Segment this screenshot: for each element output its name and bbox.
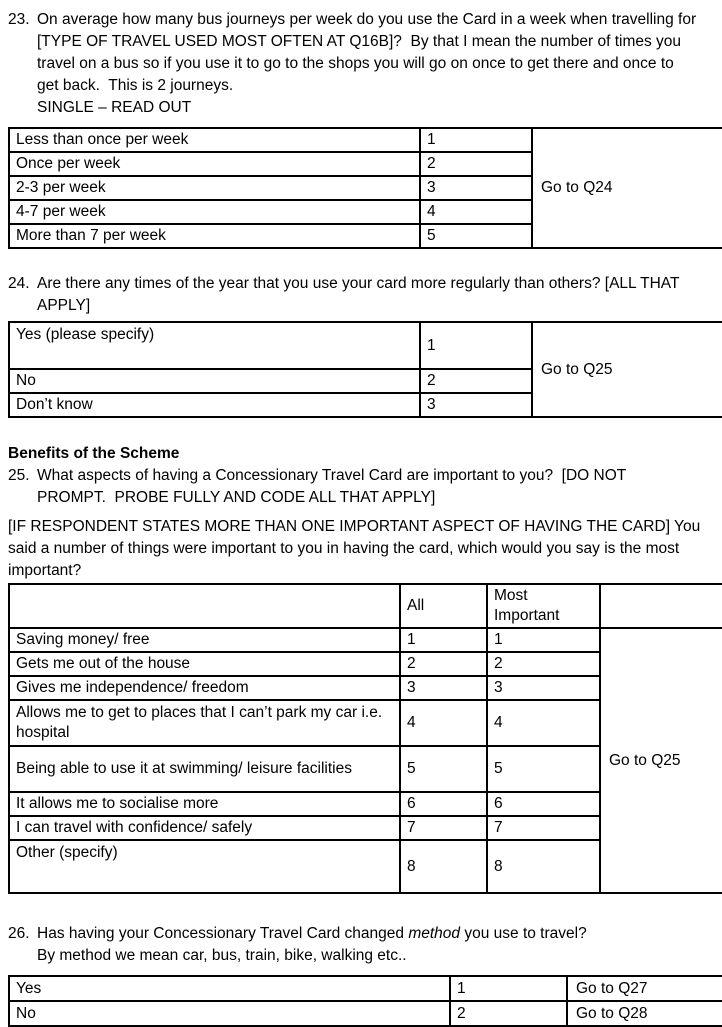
question-23-instruction: SINGLE – READ OUT xyxy=(37,99,192,116)
code-cell-all: 7 xyxy=(400,816,487,840)
answer-label-cell: No xyxy=(9,1001,450,1026)
code-cell: 2 xyxy=(450,1001,567,1026)
code-cell-most: 8 xyxy=(487,840,600,893)
question-26 xyxy=(8,923,702,967)
goto-cell: Go to Q24 xyxy=(532,128,722,248)
empty-header-cell xyxy=(9,584,400,628)
question-23-body: On average how many bus journeys per week do you use the Card in a week when travelling for [TYPE OF TRAVEL USED MOST OFTEN AT Q16B]? By that I mean the number of times you travel on a bus so if you use it to go to the shops you will go on once to get there and once to get back. This is 2 journeys. xyxy=(37,11,701,94)
code-cell: 2 xyxy=(420,369,532,393)
code-cell-most: 3 xyxy=(487,676,600,700)
code-cell: 1 xyxy=(420,322,532,369)
question-25-number: 25. xyxy=(8,467,30,484)
question-26-text-line2: By method we mean car, bus, train, bike, walking etc.. xyxy=(37,947,407,964)
question-25-text: What aspects of having a Concessionary Travel Card are important to you? [DO NOT PROMPT. PROBE FULLY AND CODE ALL THAT APPLY] xyxy=(37,467,631,506)
answer-label-cell: No xyxy=(9,369,420,393)
code-cell-most: 2 xyxy=(487,652,600,676)
code-cell-all: 2 xyxy=(400,652,487,676)
question-24-number: 24. xyxy=(8,275,30,292)
question-26-number: 26. xyxy=(8,925,30,942)
goto-cell: Go to Q27 xyxy=(567,976,722,1001)
code-cell-all: 5 xyxy=(400,746,487,792)
answer-label-cell: Being able to use it at swimming/ leisure facilities xyxy=(9,746,400,792)
q25-answer-table xyxy=(8,583,722,894)
question-26-text-before: Has having your Concessionary Travel Card changed xyxy=(37,925,409,942)
answer-label-cell: Yes (please specify) xyxy=(9,322,420,369)
question-23-number: 23. xyxy=(8,11,30,28)
code-cell-most: 4 xyxy=(487,700,600,746)
question-26-text-italic: method xyxy=(408,925,461,942)
code-cell: 1 xyxy=(450,976,567,1001)
answer-label-cell: Gives me independence/ freedom xyxy=(9,676,400,700)
code-cell-all: 4 xyxy=(400,700,487,746)
code-cell-all: 3 xyxy=(400,676,487,700)
answer-label-cell: It allows me to socialise more xyxy=(9,792,400,816)
answer-label-cell: 2-3 per week xyxy=(9,176,420,200)
code-cell: 1 xyxy=(420,128,532,152)
code-cell: 3 xyxy=(420,176,532,200)
table-row xyxy=(9,1001,722,1026)
answer-label-cell: Allows me to get to places that I can’t park my car i.e. hospital xyxy=(9,700,400,746)
table-row xyxy=(9,128,722,152)
table-row xyxy=(9,322,722,369)
code-cell-most: 6 xyxy=(487,792,600,816)
answer-label-cell: Other (specify) xyxy=(9,840,400,893)
code-cell-all: 1 xyxy=(400,628,487,652)
question-25-interviewer-note: [IF RESPONDENT STATES MORE THAN ONE IMPORTANT ASPECT OF HAVING THE CARD] You said a number of things were important to you in having the card, which would you say is the most important? xyxy=(8,518,705,579)
code-cell-all: 8 xyxy=(400,840,487,893)
column-header-all: All xyxy=(400,584,487,628)
q23-answer-table xyxy=(8,127,722,249)
question-26-text xyxy=(37,923,697,967)
code-cell-most: 1 xyxy=(487,628,600,652)
question-24 xyxy=(8,273,702,317)
empty-header-cell xyxy=(600,584,722,628)
table-row xyxy=(9,976,722,1001)
table-header-row xyxy=(9,584,722,628)
answer-label-cell: Once per week xyxy=(9,152,420,176)
answer-label-cell: Yes xyxy=(9,976,450,1001)
answer-label-cell: Less than once per week xyxy=(9,128,420,152)
question-23 xyxy=(8,9,702,119)
answer-label-cell: 4-7 per week xyxy=(9,200,420,224)
question-26-text-after: you use to travel? xyxy=(460,925,587,942)
goto-cell: Go to Q25 xyxy=(600,628,722,893)
q24-answer-table xyxy=(8,321,722,418)
answer-label-cell: More than 7 per week xyxy=(9,224,420,248)
question-25 xyxy=(8,465,702,509)
column-header-most-important: Most Important xyxy=(487,584,600,628)
answer-label-cell: I can travel with confidence/ safely xyxy=(9,816,400,840)
code-cell-all: 6 xyxy=(400,792,487,816)
goto-cell: Go to Q25 xyxy=(532,322,722,417)
section-heading: Benefits of the Scheme xyxy=(8,445,180,462)
table-row xyxy=(9,628,722,652)
code-cell: 4 xyxy=(420,200,532,224)
code-cell: 3 xyxy=(420,393,532,417)
code-cell-most: 7 xyxy=(487,816,600,840)
goto-cell: Go to Q28 xyxy=(567,1001,722,1026)
question-24-text: Are there any times of the year that you use your card more regularly than others? [ALL THAT APPLY] xyxy=(37,275,683,314)
code-cell-most: 5 xyxy=(487,746,600,792)
code-cell: 5 xyxy=(420,224,532,248)
answer-label-cell: Saving money/ free xyxy=(9,628,400,652)
question-23-text xyxy=(37,9,701,119)
answer-label-cell: Don’t know xyxy=(9,393,420,417)
code-cell: 2 xyxy=(420,152,532,176)
answer-label-cell: Gets me out of the house xyxy=(9,652,400,676)
q26-answer-table xyxy=(8,975,722,1027)
